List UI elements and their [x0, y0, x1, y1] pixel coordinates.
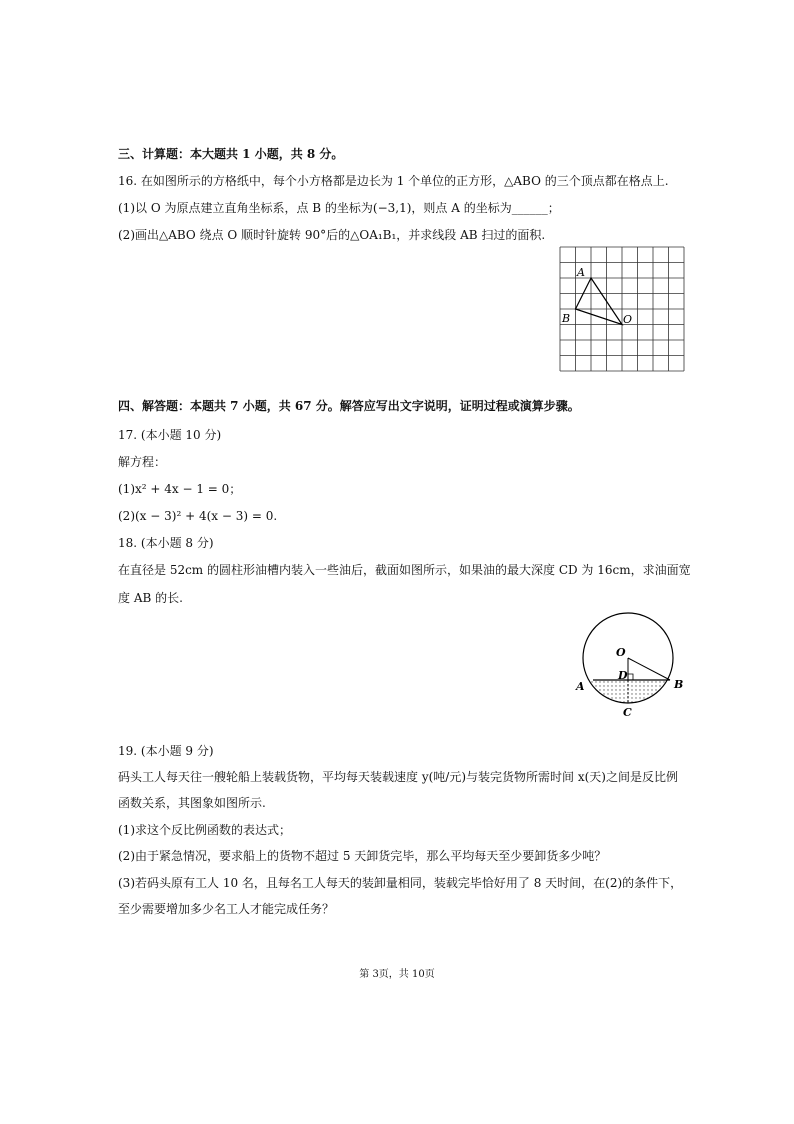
q19-part3a: (3)若码头原有工人 10 名，且每名工人每天的装卸量相同，装载完毕恰好用了 8 天时间，在(2)的条件下， — [118, 876, 683, 890]
q17-instruction: 解方程： — [118, 455, 167, 469]
triangle-abo — [576, 278, 623, 325]
right-angle-mark — [628, 674, 633, 680]
q18-line1: 在直径是 52cm 的圆柱形油槽内装入一些油后，截面如图所示，如果油的最大深度 CD 为 16cm，求油面宽 — [118, 563, 691, 577]
q16-stem: 16. 在如图所示的方格纸中，每个小方格都是边长为 1 个单位的正方形，△ABO 的三个顶点都在格点上. — [118, 174, 669, 188]
q18-circle-figure — [570, 608, 690, 720]
label-a: A — [576, 680, 585, 693]
q17-eq1: (1)x² + 4x − 1 = 0； — [118, 482, 242, 496]
label-b: B — [674, 678, 684, 691]
label-o: O — [616, 646, 626, 659]
label-b: B — [562, 312, 571, 325]
label-d: D — [618, 669, 628, 682]
q16-part2: (2)画出△ABO 绕点 O 顺时针旋转 90°后的△OA₁B₁，并求线段 AB 扫过的面积. — [118, 228, 546, 242]
q19-title: 19. (本小题 9 分) — [118, 744, 214, 758]
q19-part1: (1)求这个反比例函数的表达式； — [118, 823, 291, 837]
q18-line2: 度 AB 的长. — [118, 591, 183, 605]
q19-line1: 码头工人每天往一艘轮船上装载货物，平均每天装载速度 y(吨/元)与装完货物所需时间 x(天)之间是反比例 — [118, 770, 678, 784]
label-o: O — [623, 313, 633, 326]
q17-eq2: (2)(x − 3)² + 4(x − 3) = 0. — [118, 509, 278, 523]
q17-title: 17. (本小题 10 分) — [118, 428, 222, 442]
q16-grid-figure — [558, 245, 686, 373]
section-3-header: 三、计算题：本大题共 1 小题，共 8 分。 — [118, 147, 344, 161]
q16-part1: (1)以 O 为原点建立直角坐标系，点 B 的坐标为(−3,1)，则点 A 的坐标为______； — [118, 201, 560, 215]
label-c: C — [623, 706, 632, 719]
q19-part3b: 至少需要增加多少名工人才能完成任务？ — [118, 902, 335, 916]
section-4-header: 四、解答题：本题共 7 小题，共 67 分。解答应写出文字说明，证明过程或演算步骤。 — [118, 399, 580, 413]
label-a: A — [577, 266, 585, 279]
page-footer: 第 3页，共 10页 — [359, 969, 435, 980]
segment-ob — [628, 658, 670, 680]
q19-line2: 函数关系，其图象如图所示. — [118, 796, 266, 810]
q18-title: 18. (本小题 8 分) — [118, 536, 214, 550]
q19-part2: (2)由于紧急情况，要求船上的货物不超过 5 天卸货完毕，那么平均每天至少要卸货多少吨？ — [118, 849, 607, 863]
